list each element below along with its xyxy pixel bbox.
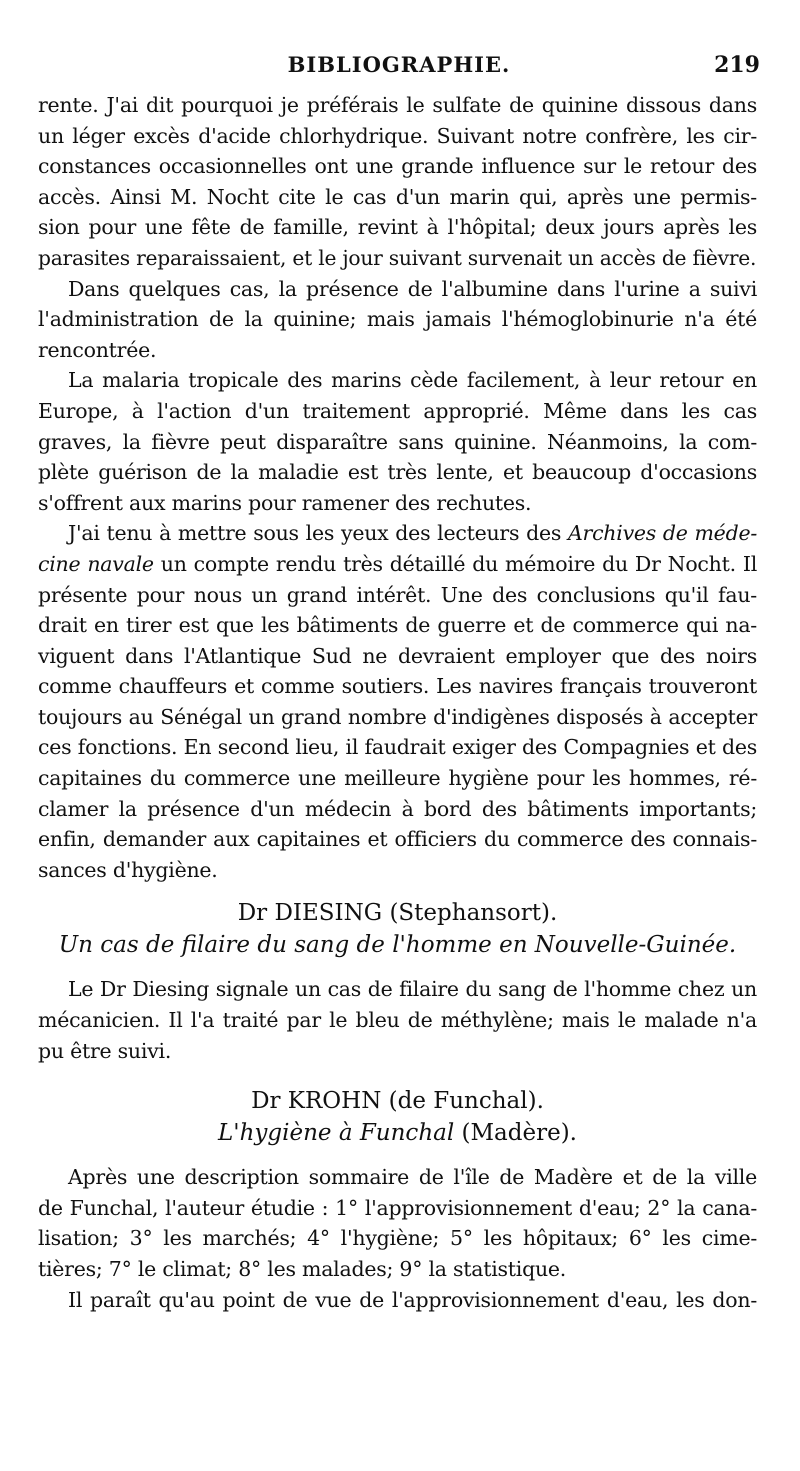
text-line: La malaria tropicale des marins cède facilement, à leur retour en [68, 368, 757, 393]
section-title-place: (Madère). [454, 1120, 577, 1147]
journal-title: Archives de méde- [567, 521, 757, 546]
text-line: toujours au Sénégal un grand nombre d'indigènes disposés à accepter [38, 704, 757, 729]
text-line: accès. Ainsi M. Nocht cite le cas d'un marin qui, après une permis- [38, 184, 757, 209]
text-line: Europe, à l'action d'un traitement approprié. Même dans les cas [38, 398, 757, 423]
text-line: Il paraît qu'au point de vue de l'approvisionnement d'eau, les don- [68, 1287, 757, 1312]
text-line: Dans quelques cas, la présence de l'albumine dans l'urine a suivi [68, 276, 757, 301]
running-head [38, 52, 760, 86]
text-line: clamer la présence d'un médecin à bord des bâtiments importants; [38, 796, 757, 821]
text-run: un compte rendu très détaillé du mémoire du Dr Nocht. Il [153, 551, 757, 576]
text-line: Le Dr Diesing signale un cas de filaire du sang de l'homme chez un [68, 977, 757, 1002]
text-run: J'ai tenu à mettre sous les yeux des lecteurs des [68, 521, 568, 546]
section-author: Dr DIESING (Stephansort). [237, 900, 558, 927]
text-line: Après une description sommaire de l'île de Madère et de la ville [68, 1165, 757, 1190]
page-body [38, 90, 757, 1315]
text-line: un léger excès d'acide chlorhydrique. Suivant notre confrère, les cir- [38, 123, 757, 148]
text-line: l'administration de la quinine; mais jamais l'hémoglobinurie n'a été [38, 307, 757, 332]
running-title: BIBLIOGRAPHIE. [287, 52, 511, 77]
page-number: 219 [714, 52, 760, 78]
text-line: drait en tirer est que les bâtiments de guerre et de commerce qui na- [38, 613, 757, 638]
text-line: lisation; 3° les marchés; 4° l'hygiène; 5° les hôpitaux; 6° les cime- [38, 1226, 757, 1251]
text-line: enfin, demander aux capitaines et officiers du commerce des connais- [38, 827, 757, 852]
text-line: de Funchal, l'auteur étudie : 1° l'approvisionnement d'eau; 2° la cana- [38, 1195, 757, 1220]
journal-title: cine navale [38, 551, 154, 576]
text-line: présente pour nous un grand intérêt. Une des conclusions qu'il fau- [38, 582, 757, 607]
section-author: Dr KROHN (de Funchal). [251, 1088, 544, 1115]
section-title-italic: L'hygiène à Funchal [218, 1120, 455, 1147]
text-line: s'offrent aux marins pour ramener des rechutes. [38, 490, 532, 515]
text-line: plète guérison de la maladie est très lente, et beaucoup d'occasions [38, 460, 757, 485]
text-line: rente. J'ai dit pourquoi je préférais le sulfate de quinine dissous dans [38, 93, 757, 117]
text-line: ces fonctions. En second lieu, il faudrait exiger des Compagnies et des [38, 735, 757, 760]
text-line: rencontrée. [38, 337, 157, 362]
text-line: mécanicien. Il l'a traité par le bleu de méthylène; mais le malade n'a [38, 1008, 757, 1033]
section-title: Un cas de filaire du sang de l'homme en Nouvelle-Guinée. [58, 932, 737, 959]
text-line [38, 518, 757, 549]
text-line [38, 549, 757, 580]
text-line: parasites reparaissaient, et le jour suivant survenait un accès de fièvre. [38, 245, 757, 270]
text-line: graves, la fièvre peut disparaître sans quinine. Néanmoins, la com- [38, 429, 757, 454]
text-line: comme chauffeurs et comme soutiers. Les navires français trouveront [38, 674, 757, 699]
text-line: pu être suivi. [38, 1038, 172, 1063]
text-line: tières; 7° le climat; 8° les malades; 9° la statistique. [38, 1257, 567, 1281]
text-line: constances occasionnelles ont une grande influence sur le retour des [38, 154, 757, 179]
text-line: sances d'hygiène. [38, 857, 218, 882]
text-line: capitaines du commerce une meilleure hygiène pour les hommes, ré- [38, 766, 757, 791]
section-title [38, 1118, 757, 1148]
text-line: sion pour une fête de famille, revint à l'hôpital; deux jours après les [38, 215, 757, 240]
text-line: viguent dans l'Atlantique Sud ne devraient employer que des noirs [38, 643, 757, 668]
